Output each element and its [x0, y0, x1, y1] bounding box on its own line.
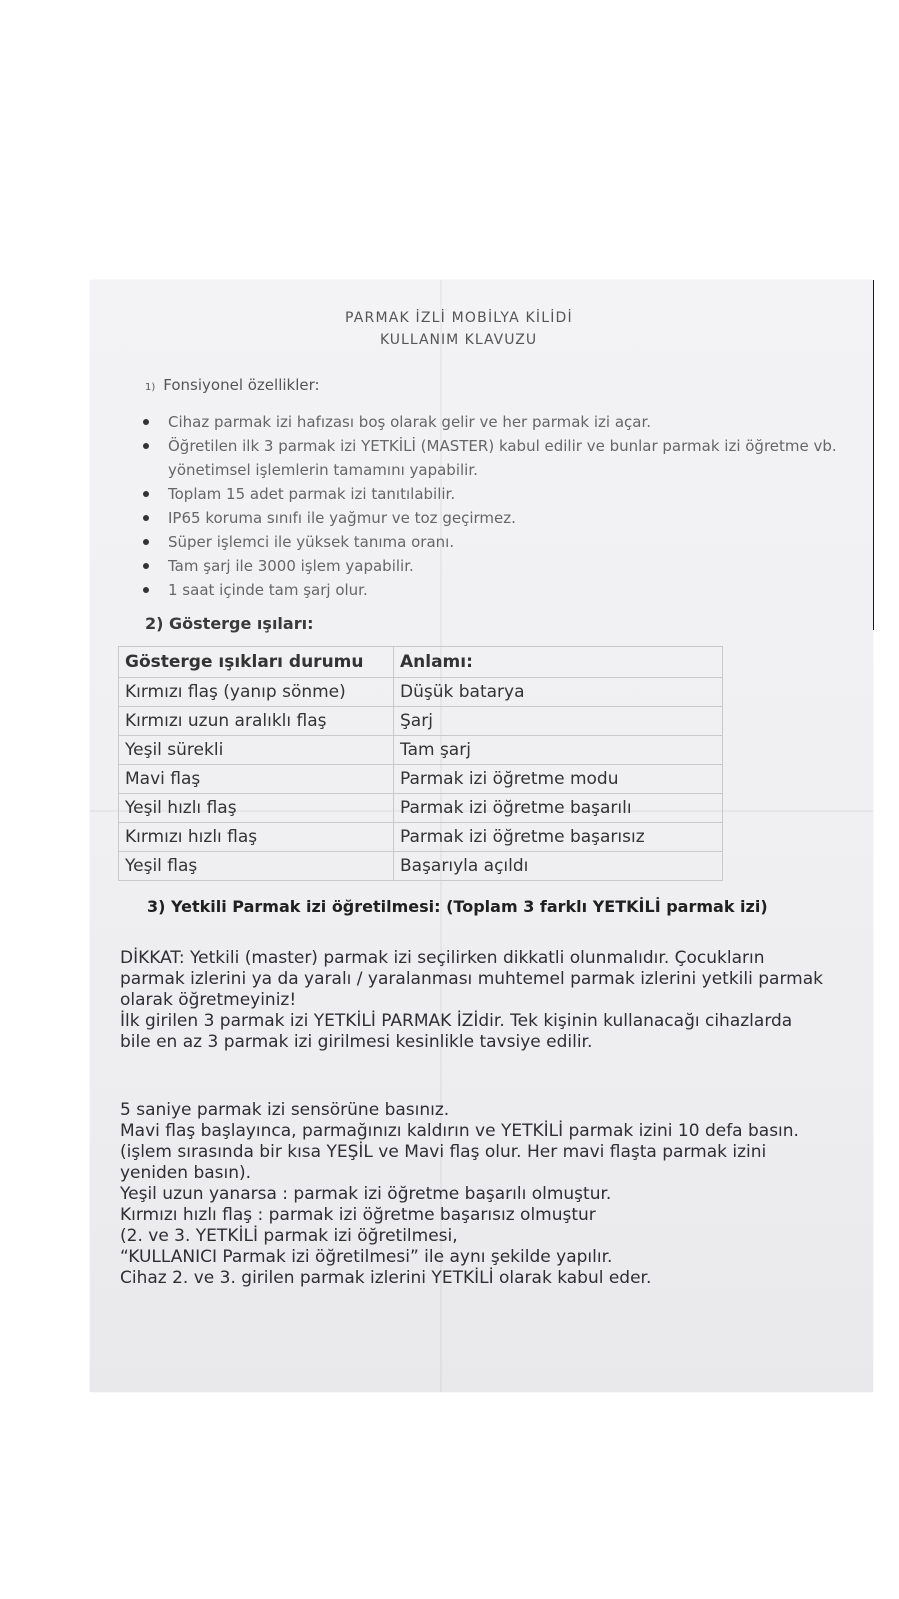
table-cell-meaning: Düşük batarya	[394, 678, 723, 707]
table-row	[119, 678, 723, 707]
feature-item: Cihaz parmak izi hafızası boş olarak gelir ve her parmak izi açar.	[138, 410, 838, 434]
steps-paragraph	[120, 1100, 850, 1289]
table-cell-state: Yeşil sürekli	[119, 736, 394, 765]
feature-item: 1 saat içinde tam şarj olur.	[138, 578, 838, 602]
text-line: yeniden basın).	[120, 1163, 252, 1183]
table-header-row	[119, 647, 723, 678]
table-cell-state: Kırmızı hızlı flaş	[119, 823, 394, 852]
table-row	[119, 707, 723, 736]
table-cell-meaning: Parmak izi öğretme modu	[394, 765, 723, 794]
document-title: PARMAK İZLİ MOBİLYA KİLİDİ	[345, 310, 573, 326]
text-line: 5 saniye parmak izi sensörüne basınız.	[120, 1100, 450, 1120]
section-2-heading: 2) Gösterge ışıları:	[145, 614, 314, 633]
instruction-sheet	[90, 280, 873, 1392]
text-line: bile en az 3 parmak izi girilmesi kesinlikle tavsiye edilir.	[120, 1032, 593, 1052]
table-cell-meaning: Parmak izi öğretme başarılı	[394, 794, 723, 823]
table-cell-meaning: Parmak izi öğretme başarısız	[394, 823, 723, 852]
table-cell-state: Mavi flaş	[119, 765, 394, 794]
indicator-table	[118, 646, 723, 881]
feature-item: Süper işlemci ile yüksek tanıma oranı.	[138, 530, 838, 554]
document-subtitle: KULLANIM KLAVUZU	[380, 332, 538, 348]
table-cell-meaning: Başarıyla açıldı	[394, 852, 723, 881]
table-cell-state: Yeşil flaş	[119, 852, 394, 881]
table-cell-state: Yeşil hızlı flaş	[119, 794, 394, 823]
table-cell-meaning: Şarj	[394, 707, 723, 736]
section-3-heading: 3) Yetkili Parmak izi öğretilmesi: (Toplam 3 farklı YETKİLİ parmak izi)	[147, 897, 768, 916]
table-header-cell: Anlamı:	[394, 647, 723, 678]
text-line: (işlem sırasında bir kısa YEŞİL ve Mavi flaş olur. Her mavi flaşta parmak izini	[120, 1142, 767, 1162]
text-line: “KULLANICI Parmak izi öğretilmesi” ile aynı şekilde yapılır.	[120, 1247, 613, 1267]
table-row	[119, 852, 723, 881]
feature-item: Tam şarj ile 3000 işlem yapabilir.	[138, 554, 838, 578]
table-row	[119, 794, 723, 823]
feature-list	[138, 410, 838, 602]
feature-item: IP65 koruma sınıfı ile yağmur ve toz geçirmez.	[138, 506, 838, 530]
warning-paragraph	[120, 948, 850, 1053]
table-header-cell: Gösterge ışıkları durumu	[119, 647, 394, 678]
feature-item: Öğretilen ilk 3 parmak izi YETKİLİ (MASTER) kabul edilir ve bunlar parmak izi öğretme vb. yönetimsel işlemlerin tamamını yapabilir.	[138, 434, 838, 482]
text-line: İlk girilen 3 parmak izi YETKİLİ PARMAK İZİdir. Tek kişinin kullanacağı cihazlarda	[120, 1011, 793, 1031]
table-cell-state: Kırmızı flaş (yanıp sönme)	[119, 678, 394, 707]
section-1-title: Fonsiyonel özellikler:	[163, 376, 320, 394]
table-row	[119, 736, 723, 765]
table-row	[119, 765, 723, 794]
table-row	[119, 823, 723, 852]
text-line: DİKKAT: Yetkili (master) parmak izi seçilirken dikkatli olunmalıdır. Çocukların	[120, 948, 765, 968]
text-line: Kırmızı hızlı flaş : parmak izi öğretme başarısız olmuştur	[120, 1205, 596, 1225]
text-line: (2. ve 3. YETKİLİ parmak izi öğretilmesi,	[120, 1226, 458, 1246]
table-cell-meaning: Tam şarj	[394, 736, 723, 765]
text-line: parmak izlerini ya da yaralı / yaralanması muhtemel parmak izlerini yetkili parmak	[120, 969, 823, 989]
text-line: olarak öğretmeyiniz!	[120, 990, 297, 1010]
section-1-heading	[145, 376, 320, 394]
text-line: Yeşil uzun yanarsa : parmak izi öğretme başarılı olmuştur.	[120, 1184, 612, 1204]
text-line: Cihaz 2. ve 3. girilen parmak izlerini YETKİLİ olarak kabul eder.	[120, 1268, 652, 1288]
table-cell-state: Kırmızı uzun aralıklı flaş	[119, 707, 394, 736]
feature-item: Toplam 15 adet parmak izi tanıtılabilir.	[138, 482, 838, 506]
text-line: Mavi flaş başlayınca, parmağınızı kaldırın ve YETKİLİ parmak izini 10 defa basın.	[120, 1121, 799, 1141]
section-1-number: 1)	[145, 382, 156, 393]
